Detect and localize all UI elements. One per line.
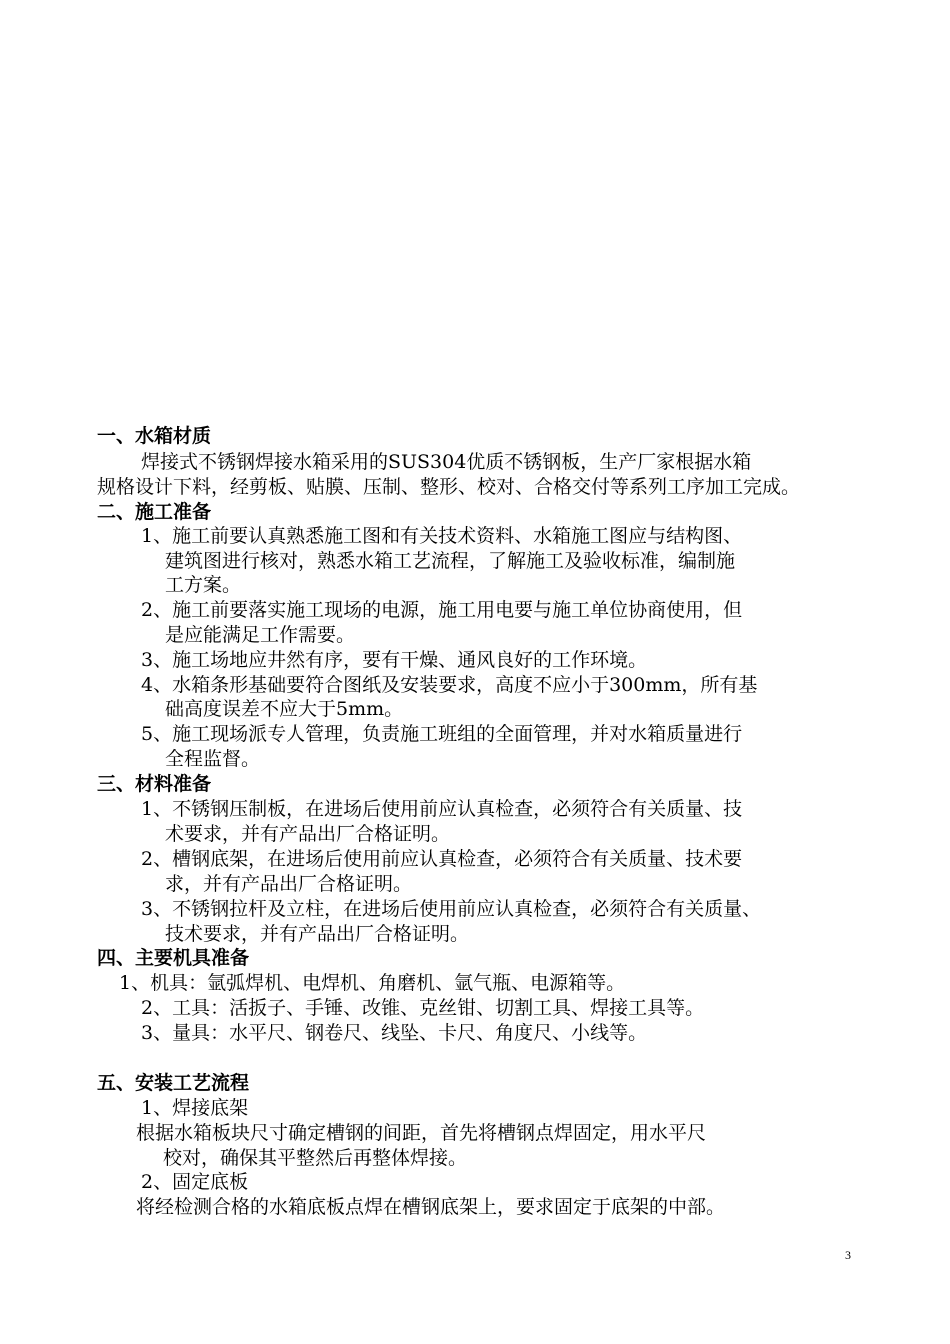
section-4-item-1: 1、机具：氩弧焊机、电焊机、角磨机、氩气瓶、电源箱等。: [119, 972, 626, 994]
section-2-title: 二、施工准备: [97, 501, 212, 523]
section-5-step-2-heading: 2、固定底板: [141, 1171, 249, 1193]
section-2-item-4-line-2: 础高度误差不应大于5mm。: [165, 698, 404, 720]
section-3-item-3-line-1: 3、不锈钢拉杆及立柱，在进场后使用前应认真检查，必须符合有关质量、: [141, 898, 762, 920]
page-number: 3: [845, 1248, 851, 1262]
section-5-step-1-line-1: 根据水箱板块尺寸确定槽钢的间距，首先将槽钢点焊固定，用水平尺: [136, 1122, 707, 1144]
section-4-title: 四、主要机具准备: [97, 947, 250, 969]
section-5-title: 五、安装工艺流程: [97, 1072, 250, 1094]
section-5-step-2-line-1: 将经检测合格的水箱底板点焊在槽钢底架上，要求固定于底架的中部。: [136, 1196, 726, 1218]
section-2-item-2-line-2: 是应能满足工作需要。: [165, 624, 356, 646]
section-2-item-1-line-3: 工方案。: [165, 574, 242, 596]
section-1-paragraph-line-2: 规格设计下料，经剪板、贴膜、压制、整形、校对、合格交付等系列工序加工完成。: [97, 476, 801, 498]
section-4-item-2: 2、工具：活扳子、手锤、改锥、克丝钳、切割工具、焊接工具等。: [141, 997, 705, 1019]
section-2-item-3: 3、施工场地应井然有序，要有干燥、通风良好的工作环境。: [141, 649, 648, 671]
section-3-title: 三、材料准备: [97, 773, 212, 795]
section-2-item-2-line-1: 2、施工前要落实施工现场的电源，施工用电要与施工单位协商使用，但: [141, 599, 743, 621]
section-2-item-1-line-1: 1、施工前要认真熟悉施工图和有关技术资料、水箱施工图应与结构图、: [141, 525, 743, 547]
section-2-item-4-line-1: 4、水箱条形基础要符合图纸及安装要求，高度不应小于300mm，所有基: [141, 674, 758, 696]
section-5-step-1-heading: 1、焊接底架: [141, 1097, 249, 1119]
section-3-item-1-line-1: 1、不锈钢压制板，在进场后使用前应认真检查，必须符合有关质量、技: [141, 798, 743, 820]
section-1-paragraph-line-1: 焊接式不锈钢焊接水箱采用的SUS304优质不锈钢板，生产厂家根据水箱: [141, 451, 752, 473]
section-3-item-3-line-2: 技术要求，并有产品出厂合格证明。: [165, 923, 470, 945]
section-3-item-2-line-2: 求，并有产品出厂合格证明。: [165, 873, 413, 895]
section-2-item-1-line-2: 建筑图进行核对，熟悉水箱工艺流程，了解施工及验收标准，编制施: [165, 550, 736, 572]
section-2-item-5-line-1: 5、施工现场派专人管理，负责施工班组的全面管理，并对水箱质量进行: [141, 723, 743, 745]
section-5-step-1-line-2: 校对，确保其平整然后再整体焊接。: [163, 1147, 468, 1169]
section-4-item-3: 3、量具：水平尺、钢卷尺、线坠、卡尺、角度尺、小线等。: [141, 1022, 648, 1044]
section-1-title: 一、水箱材质: [97, 425, 212, 447]
section-2-item-5-line-2: 全程监督。: [165, 748, 261, 770]
section-3-item-2-line-1: 2、槽钢底架，在进场后使用前应认真检查，必须符合有关质量、技术要: [141, 848, 743, 870]
section-3-item-1-line-2: 术要求，并有产品出厂合格证明。: [165, 823, 451, 845]
